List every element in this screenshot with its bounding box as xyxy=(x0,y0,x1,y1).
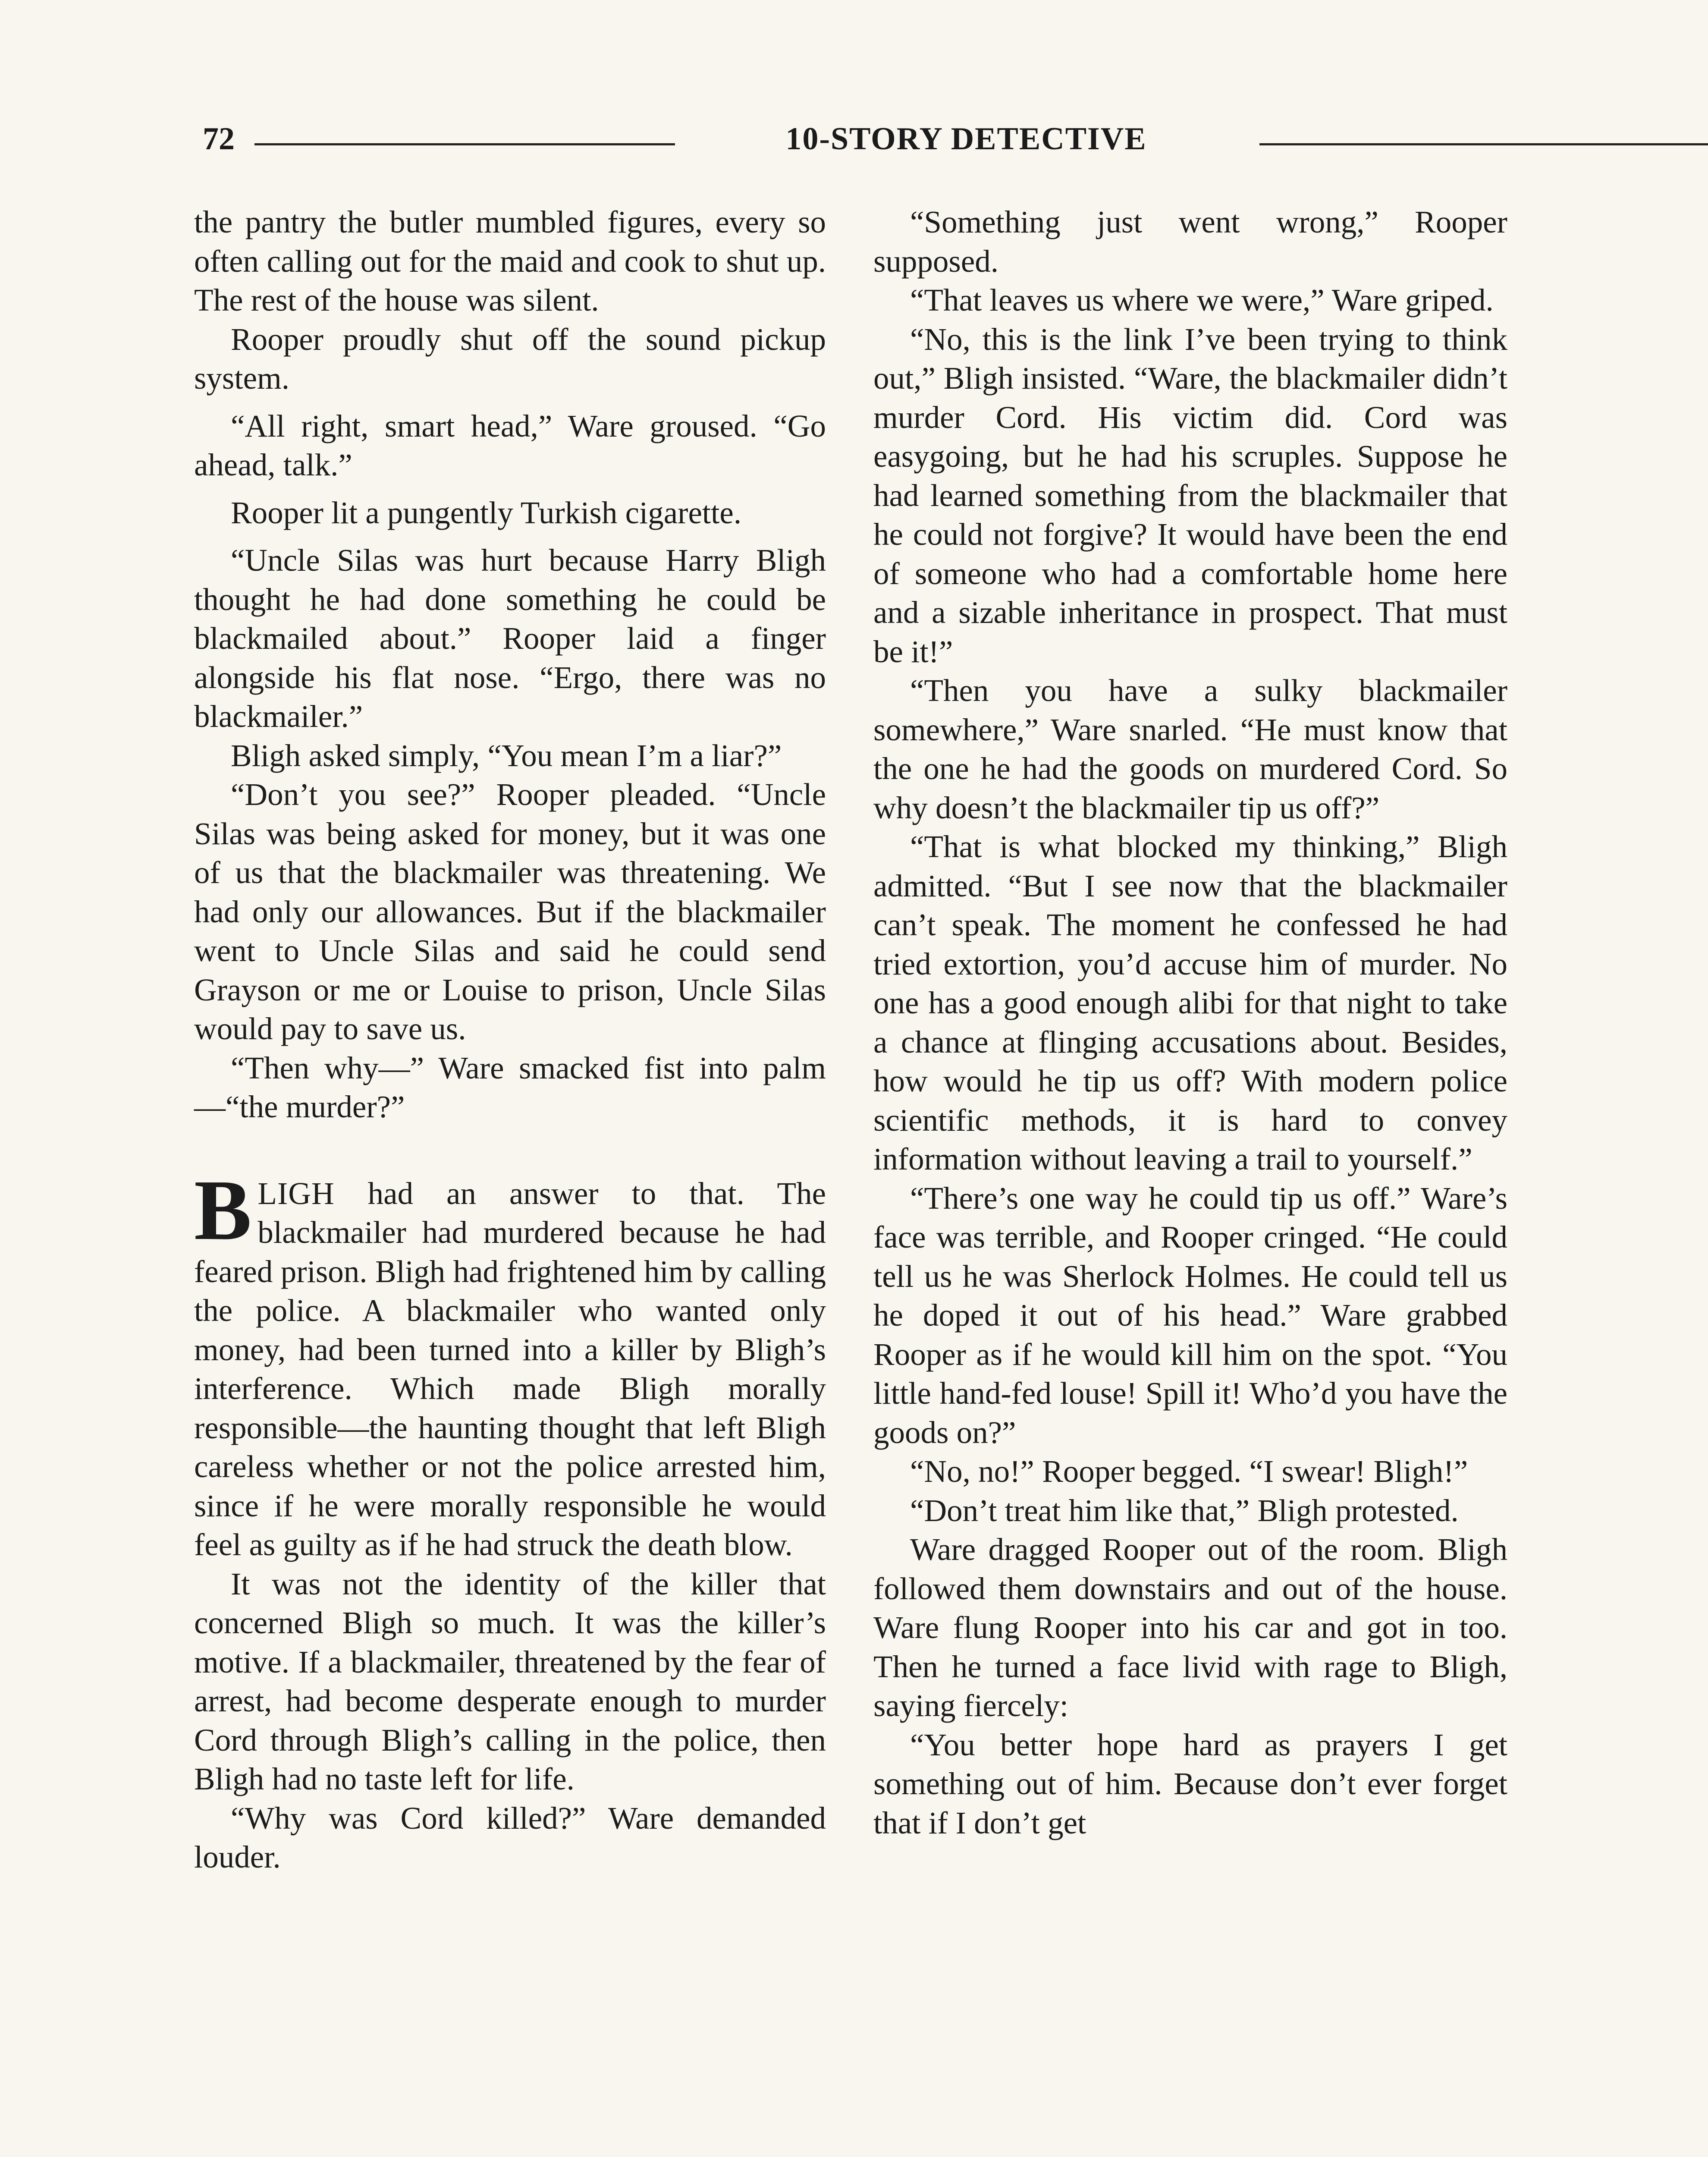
page-header xyxy=(203,121,1514,168)
left-column xyxy=(194,203,826,1877)
paragraph: “That leaves us where we were,” Ware griped. xyxy=(910,283,1494,318)
paragraph: “That is what blocked my thinking,” Bligh admitted. “But I see now that the blackmailer can’t speak. The moment he confessed he had tried extortion, you’d accuse him of murder. No one has a good enough alibi for that night to take a chance at flinging accusations about. Besides, how would he tip us off? With modern police scientific methods, it is hard to convey information without leaving a trail to yourself.” xyxy=(873,829,1507,1176)
header-rule-right xyxy=(1259,143,1708,145)
paragraph: Bligh asked simply, “You mean I’m a liar?” xyxy=(231,738,782,773)
paragraph: “No, this is the link I’ve been trying to think out,” Bligh insisted. “Ware, the blackmailer didn’t murder Cord. His victim did. Cord was easygoing, but he had his scruples. Suppose he had learned something from the blackmailer that he could not forgive? It would have been the end of someone who had a comfortable home here and a sizable inheritance in prospect. That must be it!” xyxy=(873,321,1507,669)
paragraph: “Uncle Silas was hurt because Harry Bligh thought he had done something he could be blackmailed about.” Rooper laid a finger alongside his flat nose. “Ergo, there was no blackmailer.” xyxy=(194,543,826,734)
paragraph: “Something just went wrong,” Rooper supposed. xyxy=(873,204,1507,279)
section-opening-paragraph xyxy=(194,1162,826,1565)
drop-cap: B xyxy=(194,1162,252,1258)
paragraph: “Then why—” Ware smacked fist into palm—“the murder?” xyxy=(194,1050,826,1124)
right-column xyxy=(873,203,1507,1843)
header-rule-left xyxy=(254,143,675,145)
paragraph: “No, no!” Rooper begged. “I swear! Bligh!” xyxy=(910,1454,1468,1489)
paragraph: Rooper proudly shut off the sound pickup system. xyxy=(194,321,826,396)
lead-in: LIGH xyxy=(257,1176,335,1211)
page-number: 72 xyxy=(203,121,235,157)
paragraph: “All right, smart head,” Ware groused. “Go ahead, talk.” xyxy=(194,408,826,482)
paragraph: “Don’t treat him like that,” Bligh protested. xyxy=(910,1493,1459,1528)
paragraph: It was not the identity of the killer that concerned Bligh so much. It was the killer’s motive. If a blackmailer, threatened by the fear of arrest, had become desperate enough to murder Cord through Bligh’s calling in the police, then Bligh had no taste left for life. xyxy=(194,1566,826,1796)
paragraph: “Why was Cord killed?” Ware demanded louder. xyxy=(194,1800,826,1874)
paragraph-text: had an answer to that. The blackmailer had murdered because he had feared prison. Bligh had frightened him by calling the police. A blackmailer who wanted only money, had been turned into a killer by Bligh’s interference. Which made Bligh morally responsible—the haunting thought that left Bligh careless whether or not the police arrested him, since if he were morally responsible he would feel as guilty as if he had struck the death blow. xyxy=(194,1176,826,1562)
paragraph: Rooper lit a pungently Turkish cigarette. xyxy=(231,495,742,530)
paragraph: “You better hope hard as prayers I get something out of him. Because don’t ever forget that if I don’t get xyxy=(873,1727,1507,1840)
paragraph: Ware dragged Rooper out of the room. Bligh followed them downstairs and out of the house. Ware flung Rooper into his car and got in too. Then he turned a face livid with rage to Bligh, saying fiercely: xyxy=(873,1532,1507,1723)
paragraph: “Don’t you see?” Rooper pleaded. “Uncle Silas was being asked for money, but it was one of us that the blackmailer was threatening. We had only our allowances. But if the blackmailer went to Uncle Silas and said he could send Grayson or me or Louise to prison, Uncle Silas would pay to save us. xyxy=(194,777,826,1046)
paragraph: “Then you have a sulky blackmailer somewhere,” Ware snarled. “He must know that the one he had the goods on murdered Cord. So why doesn’t the blackmailer tip us off?” xyxy=(873,673,1507,825)
paragraph: the pantry the butler mumbled figures, every so often calling out for the maid and cook to shut up. The rest of the house was silent. xyxy=(194,204,826,318)
paragraph: “There’s one way he could tip us off.” Ware’s face was terrible, and Rooper cringed. “He could tell us he was Sherlock Holmes. He could tell us he doped it out of his head.” Ware grabbed Rooper as if he would kill him on the spot. “You little hand-fed louse! Spill it! Who’d you have the goods on?” xyxy=(873,1180,1507,1450)
magazine-title: 10-STORY DETECTIVE xyxy=(785,121,1147,157)
